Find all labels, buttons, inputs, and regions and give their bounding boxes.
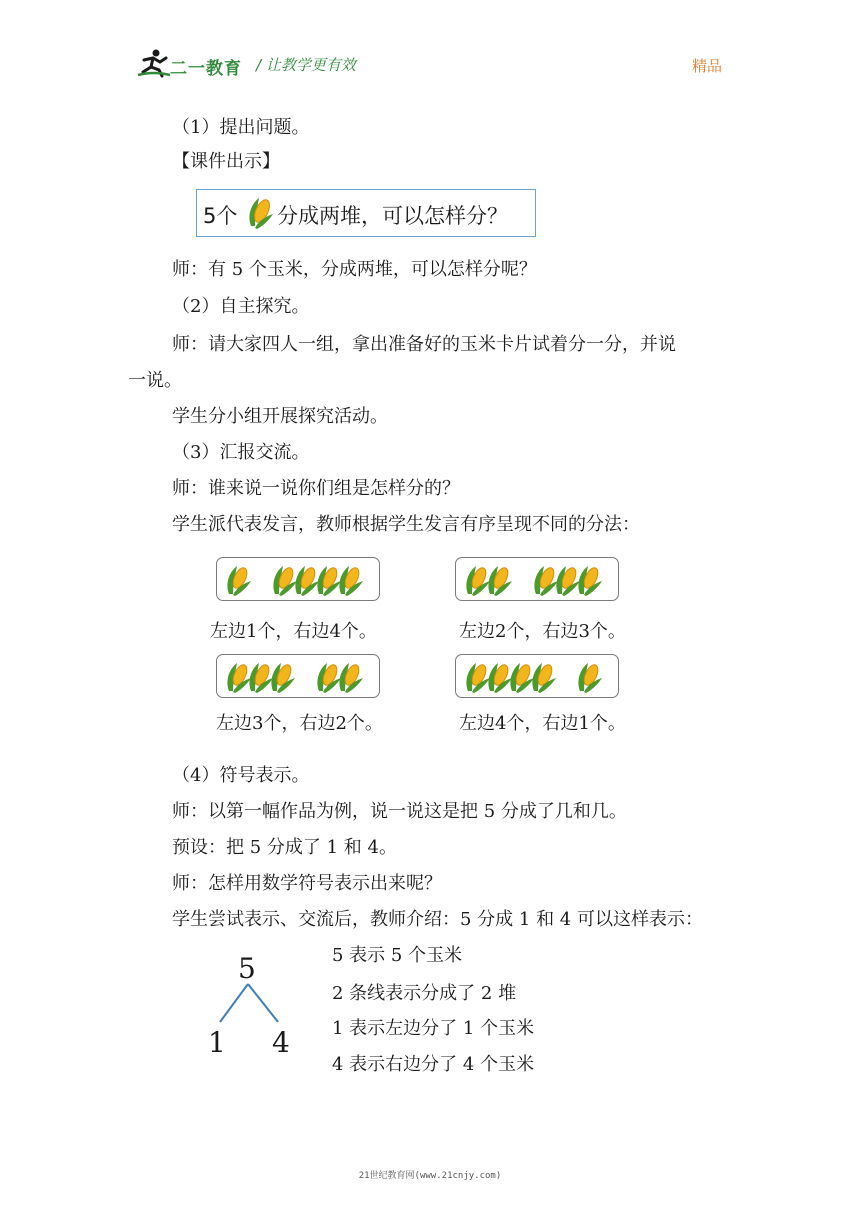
- teacher-line-2b: 一说。: [128, 370, 182, 391]
- split-caption-4-1: 左边4个，右边1个。: [459, 713, 626, 734]
- corn-icon: [578, 663, 602, 693]
- courseware-slide: [196, 189, 536, 237]
- slide-text-post: 分成两堆，可以怎样分？: [277, 204, 508, 228]
- runner-icon: [136, 48, 172, 78]
- corn-group: [456, 558, 620, 602]
- preset-answer: 预设：把 5 分成了 1 和 4。: [172, 837, 397, 858]
- step-2-heading: （2）自主探究。: [172, 296, 310, 317]
- footer-source: 21世纪教育网(www.21cnjy.com): [358, 1171, 502, 1181]
- corn-group: [456, 655, 620, 699]
- diagram-note-1: 5 表示 5 个玉米: [332, 945, 463, 966]
- teacher-line-4: 师：以第一幅作品为例，说一说这是把 5 分成了几和几。: [172, 801, 627, 822]
- corn-icon: [227, 663, 251, 693]
- teacher-line-1: 师：有 5 个玉米，分成两堆，可以怎样分呢？: [172, 259, 537, 280]
- corn-icon: [578, 566, 602, 596]
- split-caption-1-4: 左边1个，右边4个。: [210, 621, 377, 642]
- diagram-note-4: 4 表示右边分了 4 个玉米: [332, 1054, 535, 1075]
- corn-icon: [510, 663, 534, 693]
- corn-group: [217, 558, 381, 602]
- diagram-total: 5: [238, 952, 256, 985]
- split-card-3-2: [216, 654, 380, 698]
- corn-icon: [295, 566, 319, 596]
- corn-icon: [534, 566, 558, 596]
- student-report: 学生派代表发言，教师根据学生发言有序呈现不同的分法：: [172, 514, 640, 535]
- corn-group: [217, 655, 381, 699]
- corn-icon: [227, 566, 251, 596]
- decomposition-diagram: [200, 950, 310, 1060]
- step-3-heading: （3）汇报交流。: [172, 442, 310, 463]
- corn-icon: [466, 566, 490, 596]
- corn-icon: [317, 566, 341, 596]
- teacher-line-5: 师：怎样用数学符号表示出来呢？: [172, 873, 442, 894]
- split-caption-3-2: 左边3个，右边2个。: [216, 713, 383, 734]
- teacher-line-3: 师：谁来说一说你们组是怎样分的？: [172, 478, 460, 499]
- slogan: / 让教学更有效: [256, 56, 356, 74]
- slide-text-pre: 5个: [203, 204, 238, 228]
- corn-icon: [249, 663, 273, 693]
- split-card-4-1: [455, 654, 619, 698]
- corn-icon: [273, 566, 297, 596]
- corn-icon: [339, 663, 363, 693]
- split-card-2-3: [455, 557, 619, 601]
- corn-icon: [556, 566, 580, 596]
- corn-icon: [339, 566, 363, 596]
- corn-icon: [488, 566, 512, 596]
- corn-icon: [488, 663, 512, 693]
- corn-icon: [245, 196, 275, 230]
- student-activity: 学生分小组开展探究活动。: [172, 406, 388, 427]
- split-card-1-4: [216, 557, 380, 601]
- step-1-heading: （1）提出问题。: [172, 117, 310, 138]
- corn-icon: [532, 663, 556, 693]
- teacher-intro: 学生尝试表示、交流后，教师介绍：5 分成 1 和 4 可以这样表示：: [172, 909, 703, 930]
- step-4-heading: （4）符号表示。: [172, 765, 310, 786]
- diagram-left-part: 1: [208, 1026, 226, 1059]
- corn-icon: [317, 663, 341, 693]
- teacher-line-2a: 师：请大家四人一组，拿出准备好的玉米卡片试着分一分，并说: [172, 334, 676, 355]
- premium-label: 精品: [692, 57, 723, 75]
- diagram-note-2: 2 条线表示分成了 2 堆: [332, 983, 517, 1004]
- diagram-right-part: 4: [272, 1026, 290, 1059]
- corn-icon: [271, 663, 295, 693]
- diagram-note-3: 1 表示左边分了 1 个玉米: [332, 1018, 535, 1039]
- corn-icon: [466, 663, 490, 693]
- split-caption-2-3: 左边2个，右边3个。: [459, 621, 626, 642]
- courseware-label: 【课件出示】: [172, 151, 280, 172]
- logo-text: 二一教育: [170, 59, 242, 79]
